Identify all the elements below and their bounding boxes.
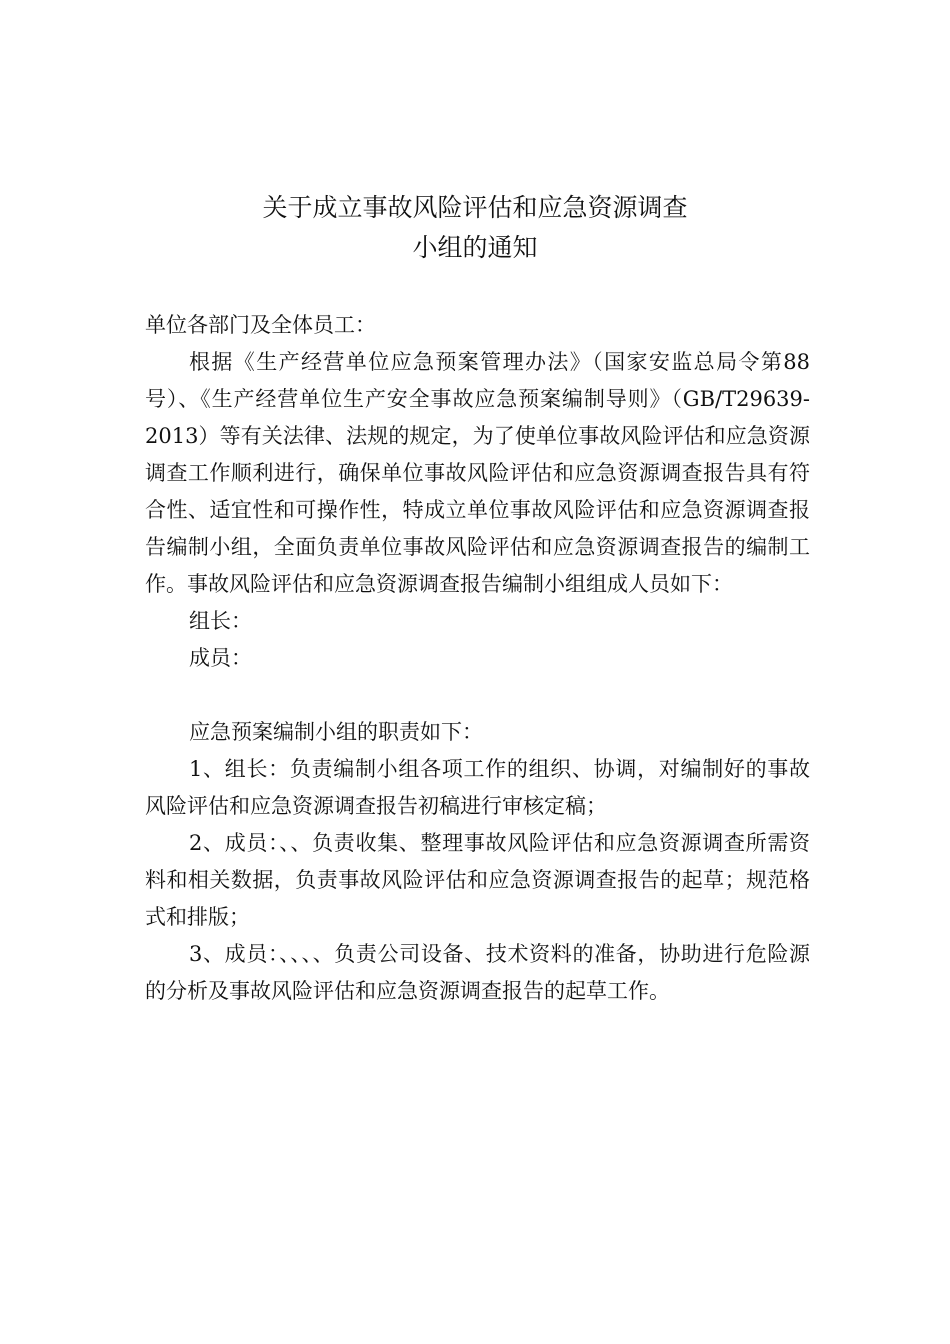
duty-item-3: 3、成员：、、、、负责公司设备、技术资料的准备，协助进行危险源的分析及事故风险评估和应急资源调查报告的起草工作。: [145, 942, 810, 1003]
salutation: 单位各部门及全体员工：: [145, 313, 376, 337]
main-paragraph: 根据《生产经营单位应急预案管理办法》（国家安监总局令第88号）、《生产经营单位生产安全事故应急预案编制导则》（GB/T29639-2013）等有关法律、法规的规定，为了使单位事故风险评估和应急资源调查工作顺利进行，确保单位事故风险评估和应急资源调查报告具有符合性、适宜性和可操作性，特成立单位事故风险评估和应急资源调查报告编制小组，全面负责单位事故风险评估和应急资源调查报告的编制工作。事故风险评估和应急资源调查报告编制小组组成人员如下：: [145, 350, 810, 596]
duties-intro: 应急预案编制小组的职责如下：: [189, 720, 483, 744]
duty-item-2: 2、成员：、、负责收集、整理事故风险评估和应急资源调查所需资料和相关数据，负责事故风险评估和应急资源调查报告的起草；规范格式和排版；: [145, 831, 810, 929]
blank-line: [145, 677, 810, 714]
document-body: [145, 307, 810, 1010]
leader-label: 组长：: [189, 609, 252, 633]
document-title-line-2: 小组的通知: [412, 233, 538, 262]
members-label: 成员：: [189, 646, 252, 670]
document-title-line-1: 关于成立事故风险评估和应急资源调查: [262, 193, 688, 222]
duty-item-1: 1、组长：负责编制小组各项工作的组织、协调，对编制好的事故风险评估和应急资源调查报告初稿进行审核定稿；: [145, 757, 810, 818]
